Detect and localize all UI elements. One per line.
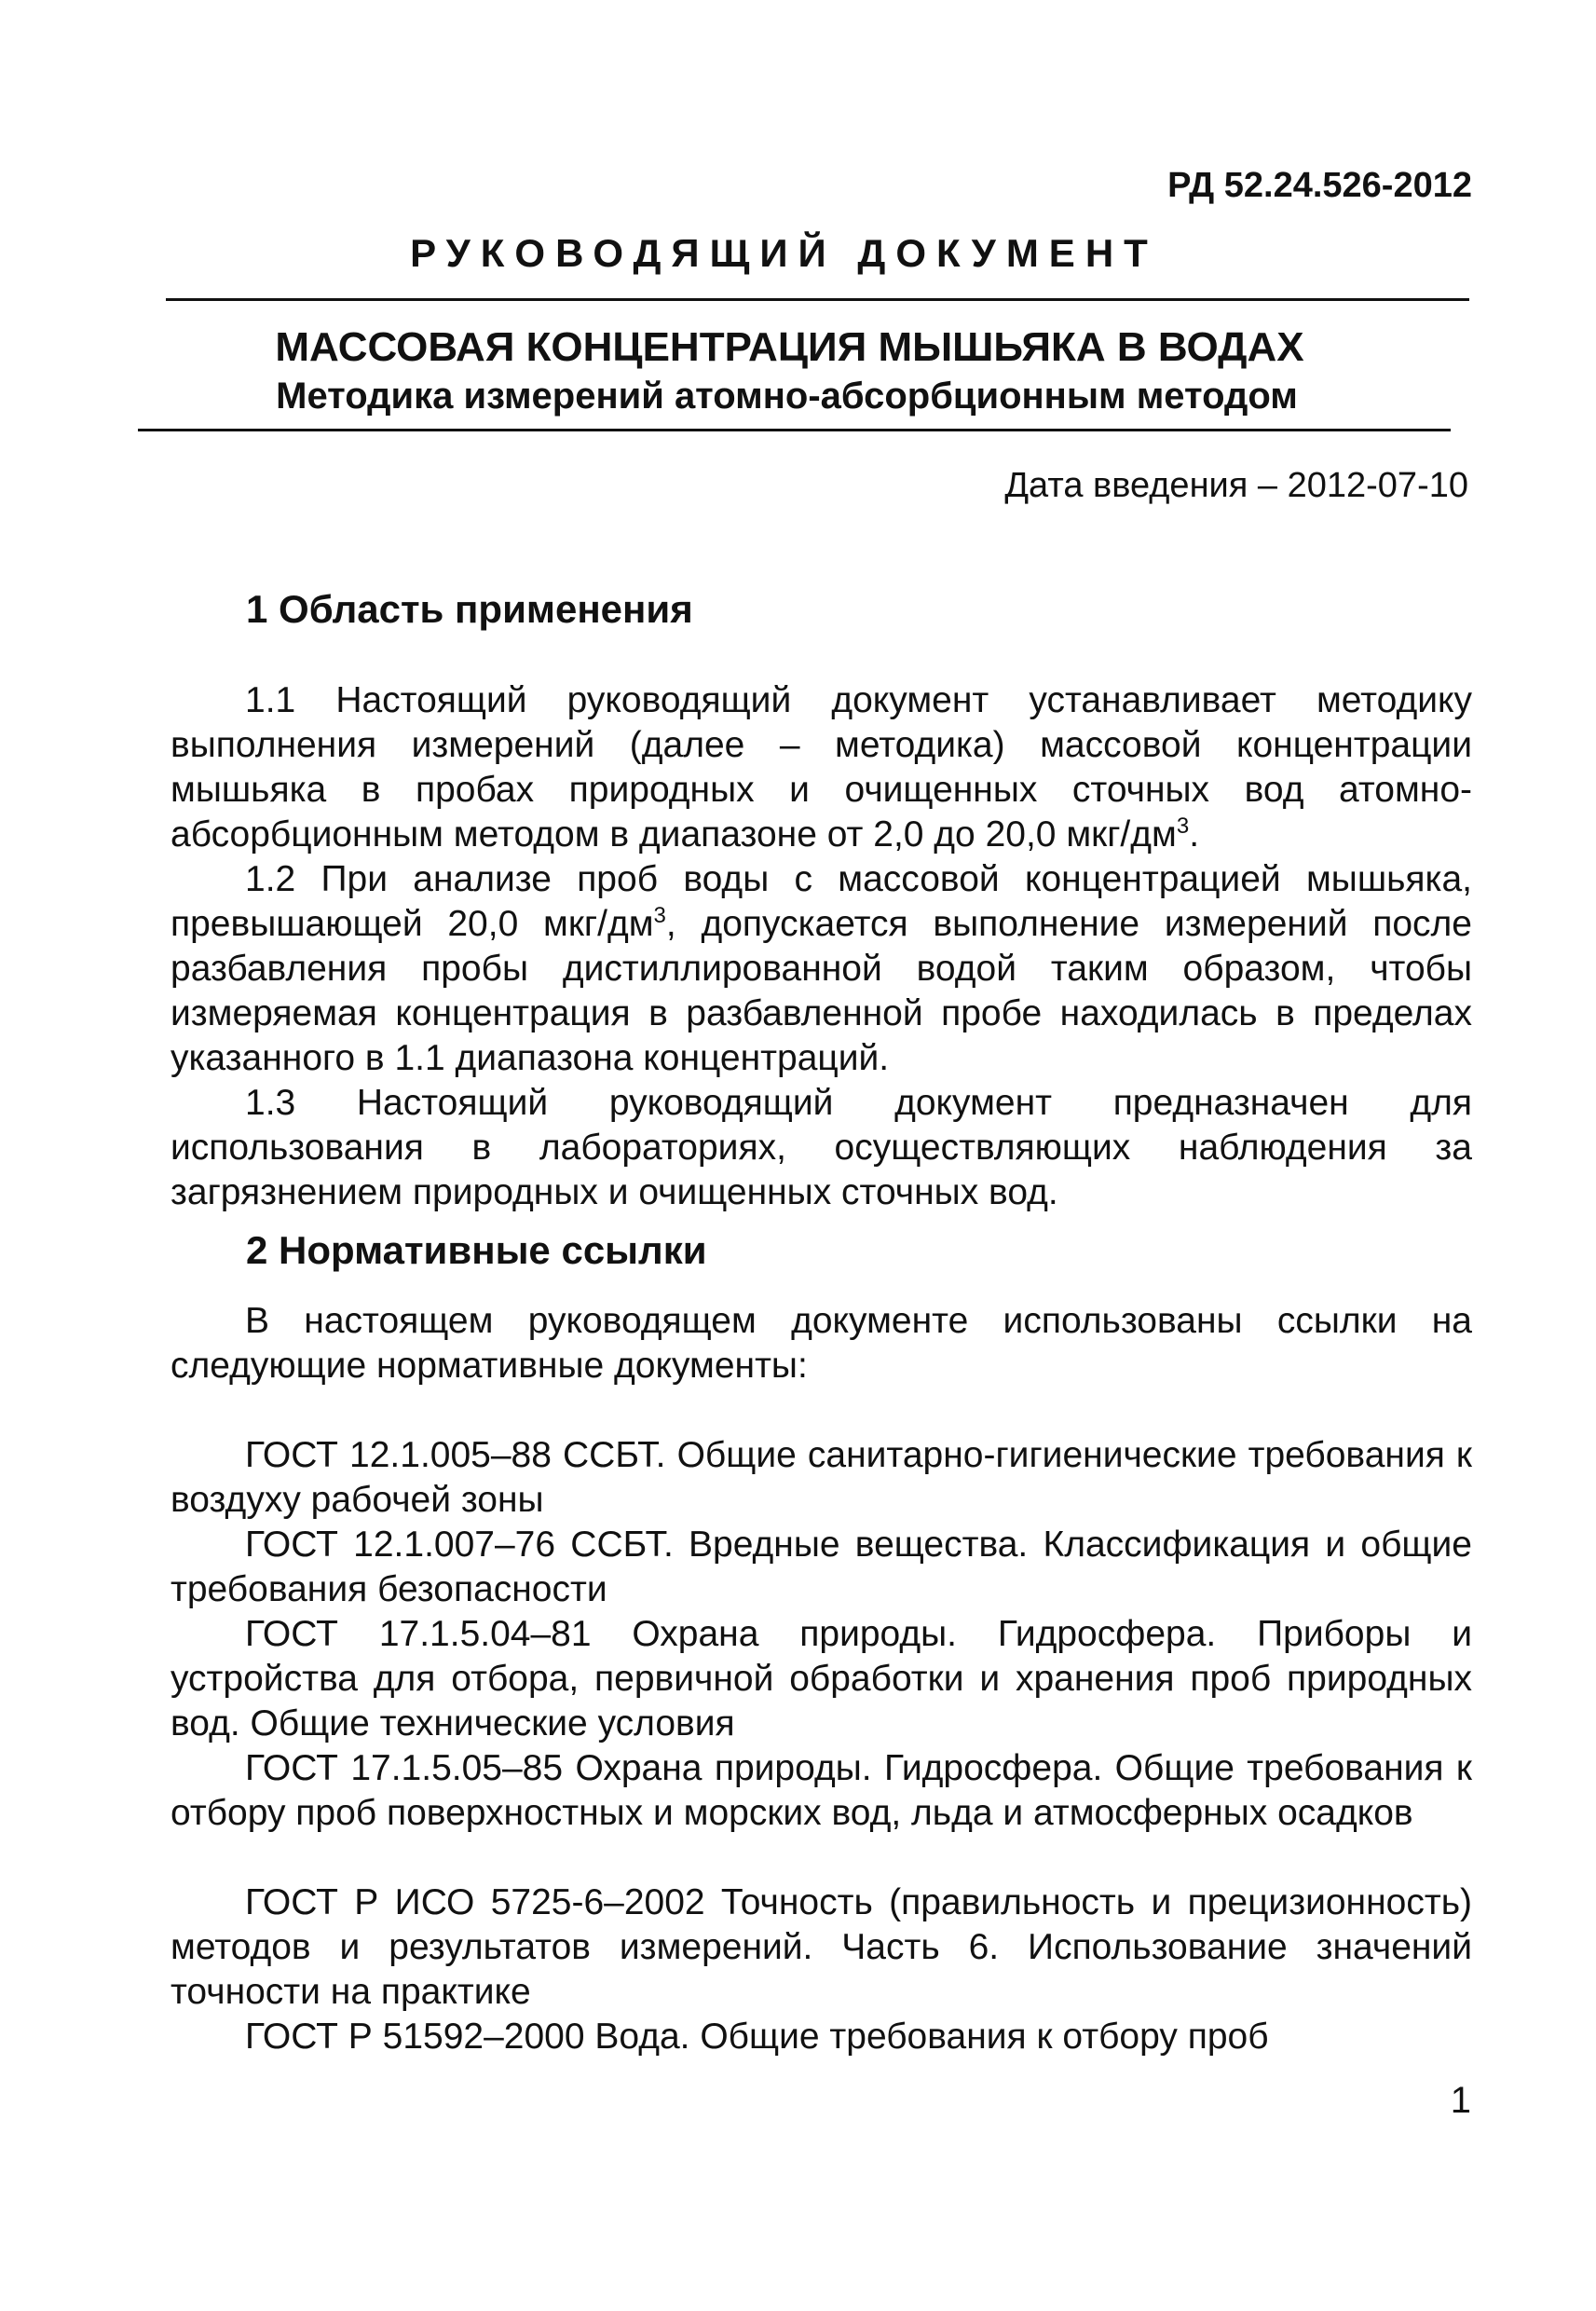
paragraph-1-1 [171, 678, 1472, 857]
introduction-date: Дата введения – 2012-07-10 [1004, 466, 1468, 505]
paragraph-1-2-text-b: , допускается выполнение измерений после разбавления пробы дистиллированной водой таким образом, чтобы измеряемая концентрация в разбавленной пробе находилась в пределах указанного в 1.1 диапазона концентраций. [171, 904, 1472, 1078]
divider-top [166, 298, 1469, 301]
document-subtitle: Методика измерений атомно-абсорбционным методом [276, 376, 1298, 417]
section-2-intro: В настоящем руководящем документе использованы ссылки на следующие нормативные документы: [171, 1301, 1472, 1386]
paragraph-1-1-end: . [1189, 814, 1200, 855]
document-code: РД 52.24.526-2012 [1167, 166, 1472, 205]
paragraph-1-3: 1.3 Настоящий руководящий документ предназначен для использования в лабораториях, осуществляющих наблюдения за загрязнением природных и очищенных сточных вод. [171, 1083, 1472, 1212]
paragraph-1-2 [171, 857, 1472, 1081]
reference-item: ГОСТ 17.1.5.04–81 Охрана природы. Гидросфера. Приборы и устройства для отбора, первичной обработки и хранения проб природных вод. Общие технические условия [171, 1614, 1472, 1744]
paragraph-1-1-text: 1.1 Настоящий руководящий документ устанавливает методику выполнения измерений (далее – методика) массовой концентрации мышьяка в пробах природных и очищенных сточных вод атомно-абсорбционным методом в диапазоне от 2,0 до 20,0 мкг/дм [171, 680, 1472, 855]
reference-item: ГОСТ Р 51592–2000 Вода. Общие требования к отбору проб [245, 2017, 1269, 2057]
page-number: 1 [1450, 2080, 1471, 2121]
paragraph-1-2-text-a: 1.2 При анализе проб воды с массовой концентрацией мышьяка, превышающей 20,0 мкг/дм [171, 859, 1472, 944]
document-type-heading: РУКОВОДЯЩИЙ ДОКУМЕНТ [410, 231, 1158, 275]
reference-item: ГОСТ 12.1.005–88 ССБТ. Общие санитарно-гигиенические требования к воздуху рабочей зоны [171, 1435, 1472, 1520]
section-2-title: 2 Нормативные ссылки [246, 1228, 707, 1272]
section-1-title: 1 Область применения [246, 587, 693, 631]
reference-item: ГОСТ 12.1.007–76 ССБТ. Вредные вещества. Классификация и общие требования безопасности [171, 1525, 1472, 1609]
reference-item: ГОСТ 17.1.5.05–85 Охрана природы. Гидросфера. Общие требования к отбору проб поверхностных и морских вод, льда и атмосферных осадков [171, 1748, 1472, 1833]
divider-bottom [138, 429, 1451, 431]
superscript: 3 [653, 903, 666, 928]
superscript: 3 [1176, 814, 1190, 839]
reference-item: ГОСТ Р ИСО 5725-6–2002 Точность (правильность и прецизионность) методов и результатов измерений. Часть 6. Использование значений точности на практике [171, 1882, 1472, 2012]
document-title: МАССОВАЯ КОНЦЕНТРАЦИЯ МЫШЬЯКА В ВОДАХ [275, 324, 1304, 370]
